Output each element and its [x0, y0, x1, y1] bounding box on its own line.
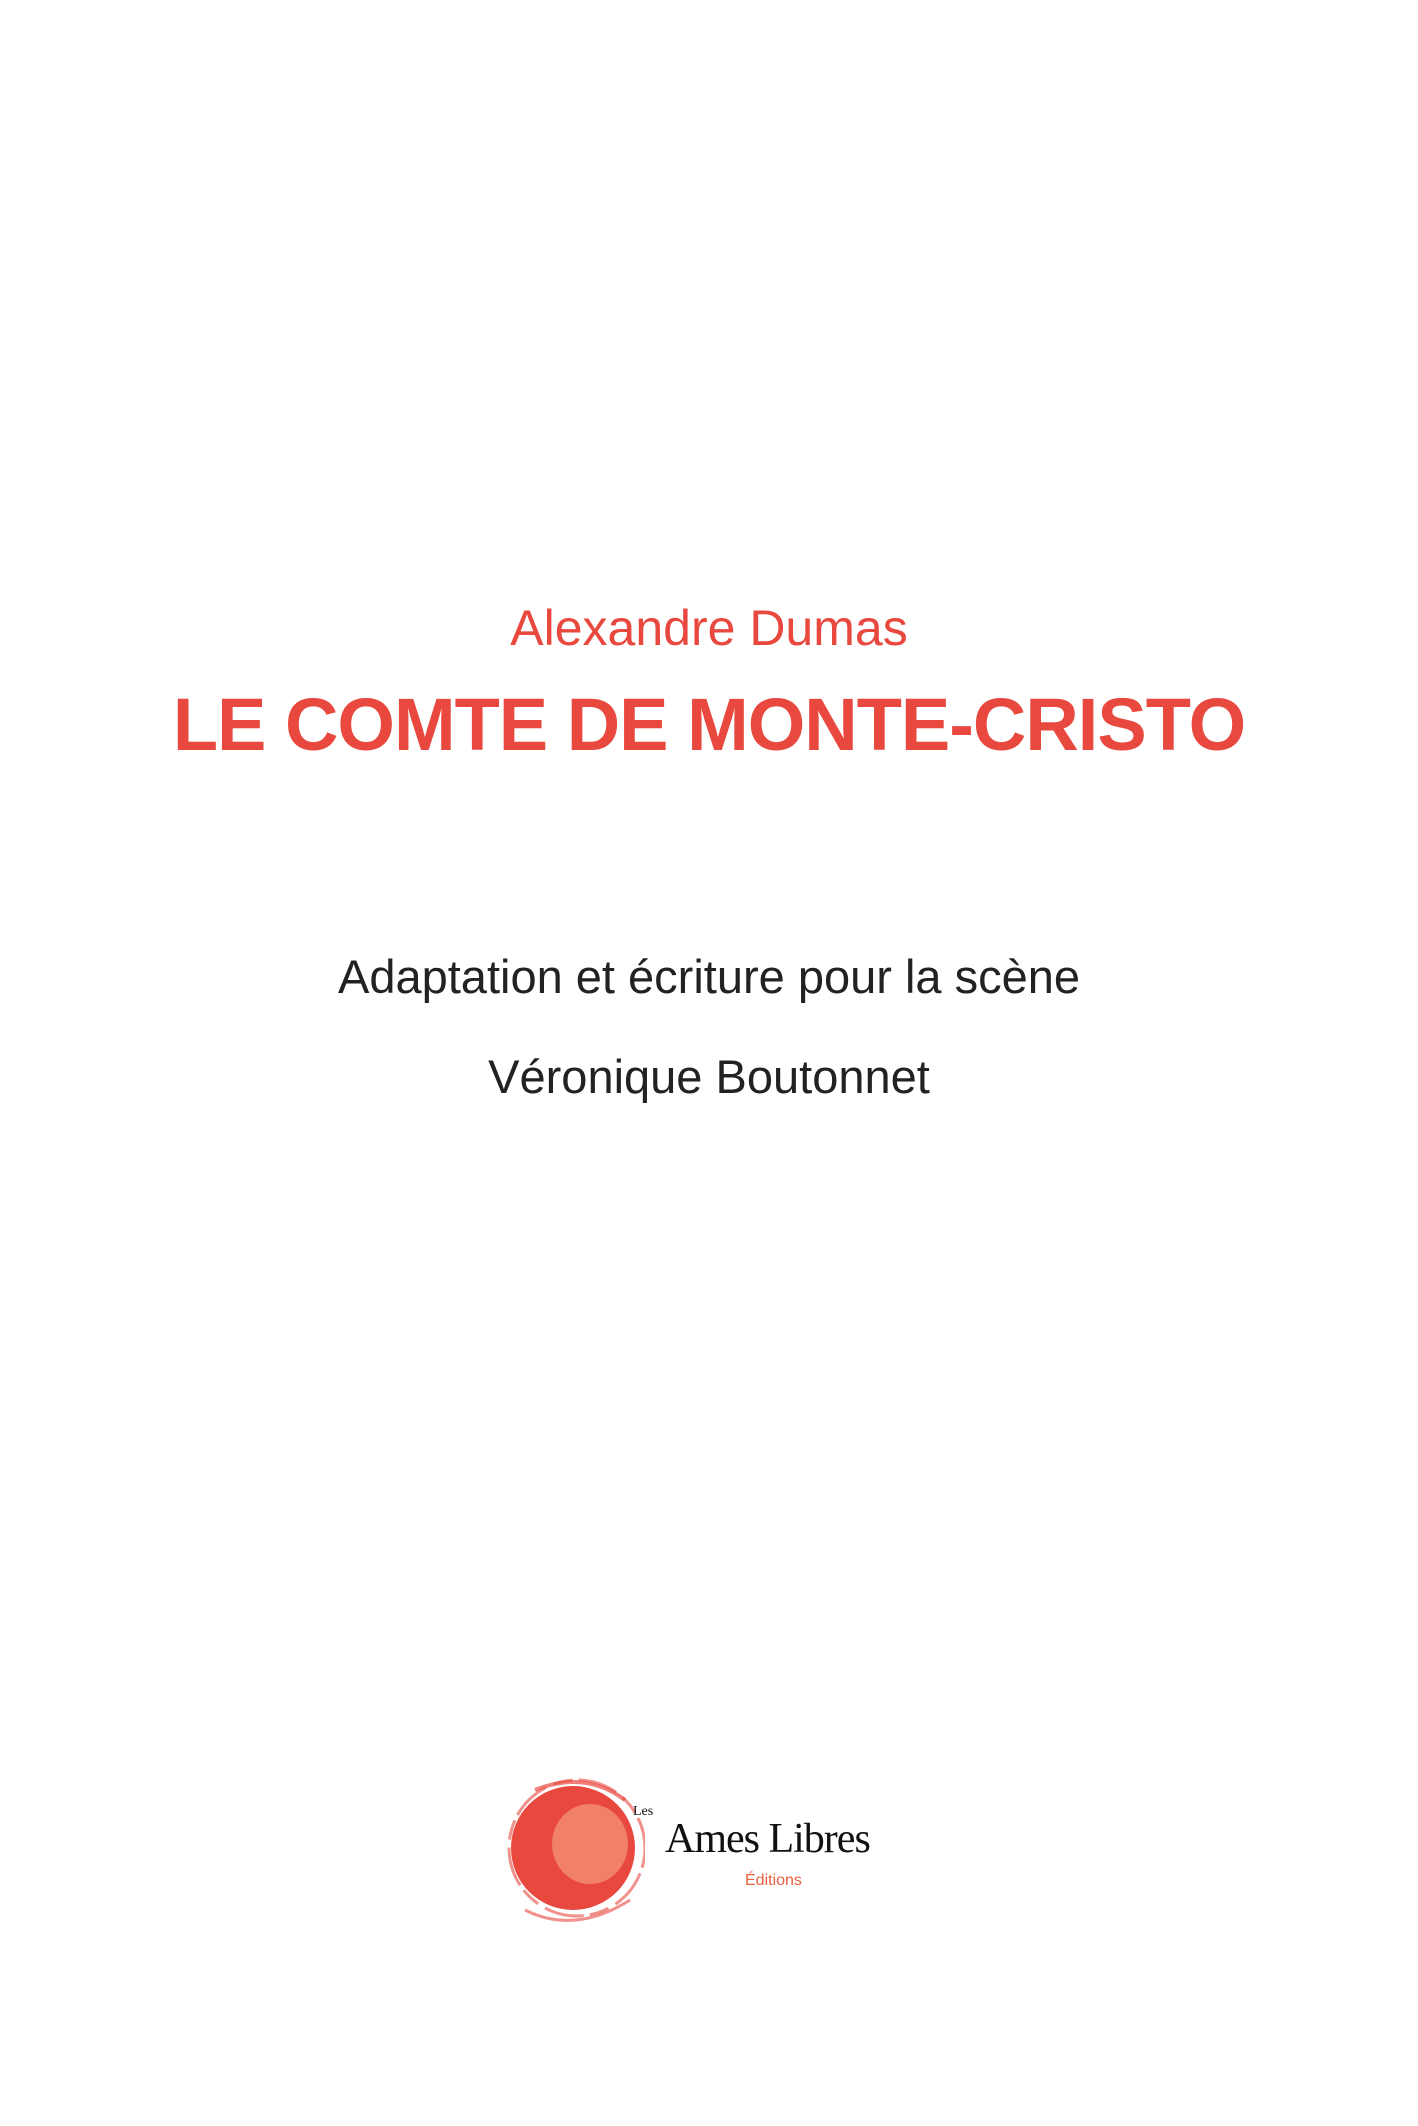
- publisher-name: Ames Libres: [665, 1816, 870, 1862]
- adaptation-label: Adaptation et écriture pour la scène: [337, 950, 1081, 1003]
- brush-circle-icon: [495, 1760, 645, 1940]
- publisher-sub: Éditions: [745, 1872, 802, 1889]
- author-name: Alexandre Dumas: [510, 600, 908, 656]
- book-title: LE COMTE DE MONTE-CRISTO: [172, 683, 1246, 766]
- publisher-logo: [535, 1760, 915, 1940]
- publisher-prefix: Les: [633, 1804, 654, 1819]
- adapter-name: Véronique Boutonnet: [488, 1050, 930, 1103]
